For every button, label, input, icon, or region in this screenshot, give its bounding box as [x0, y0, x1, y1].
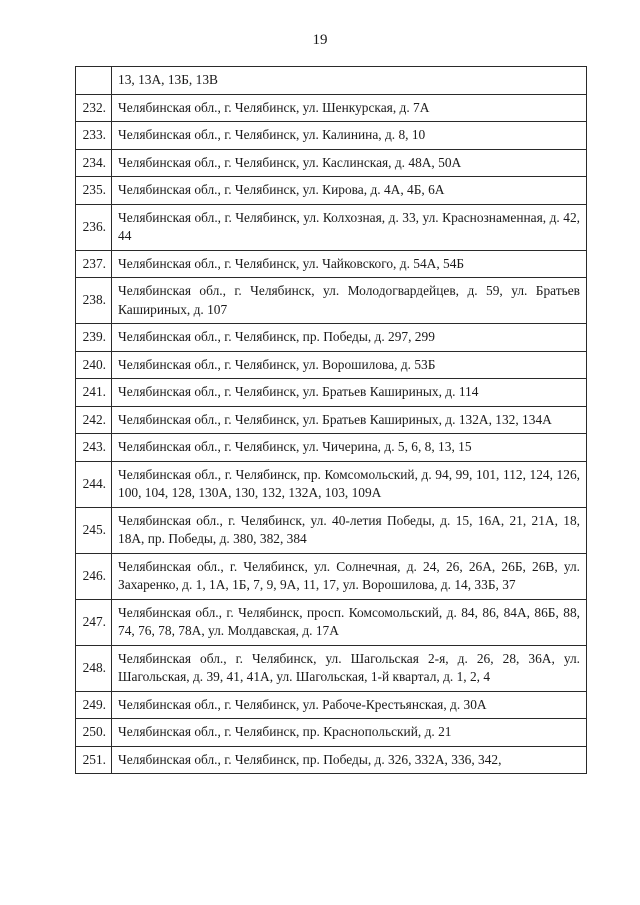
table-row [76, 250, 587, 278]
row-number: 248. [76, 645, 112, 691]
table-row [76, 599, 587, 645]
row-number: 245. [76, 507, 112, 553]
row-number: 249. [76, 691, 112, 719]
row-address: Челябинская обл., г. Челябинск, ул. Ворошилова, д. 53Б [112, 351, 587, 379]
row-address: Челябинская обл., г. Челябинск, ул. Братьев Кашириных, д. 114 [112, 379, 587, 407]
table-row [76, 645, 587, 691]
row-address: Челябинская обл., г. Челябинск, ул. Молодогвардейцев, д. 59, ул. Братьев Кашириных, д. 107 [112, 278, 587, 324]
table-row [76, 553, 587, 599]
row-address: Челябинская обл., г. Челябинск, ул. Кирова, д. 4А, 4Б, 6А [112, 177, 587, 205]
row-address: Челябинская обл., г. Челябинск, пр. Краснопольский, д. 21 [112, 719, 587, 747]
table-row [76, 379, 587, 407]
table-row [76, 324, 587, 352]
row-number: 233. [76, 122, 112, 150]
row-number: 244. [76, 461, 112, 507]
row-number: 247. [76, 599, 112, 645]
page-number: 19 [312, 32, 328, 48]
row-number: 251. [76, 746, 112, 774]
table-row [76, 94, 587, 122]
row-address: Челябинская обл., г. Челябинск, ул. Солнечная, д. 24, 26, 26А, 26Б, 26В, ул. Захаренко, д. 1, 1А, 1Б, 7, 9, 9А, 11, 17, ул. Ворошилова, д. 14, 33Б, 37 [112, 553, 587, 599]
row-address: Челябинская обл., г. Челябинск, ул. Братьев Кашириных, д. 132А, 132, 134А [112, 406, 587, 434]
row-address: Челябинская обл., г. Челябинск, ул. Шагольская 2-я, д. 26, 28, 36А, ул. Шагольская, д. 39, 41, 41А, ул. Шагольская, 1-й квартал, д. 1, 2, 4 [112, 645, 587, 691]
row-number: 234. [76, 149, 112, 177]
row-number: 240. [76, 351, 112, 379]
table-row [76, 204, 587, 250]
row-address: Челябинская обл., г. Челябинск, ул. Калинина, д. 8, 10 [112, 122, 587, 150]
row-number: 242. [76, 406, 112, 434]
table-row [76, 406, 587, 434]
row-address: Челябинская обл., г. Челябинск, ул. Шенкурская, д. 7А [112, 94, 587, 122]
table-row [76, 67, 587, 95]
row-address: Челябинская обл., г. Челябинск, ул. Колхозная, д. 33, ул. Краснознаменная, д. 42, 44 [112, 204, 587, 250]
row-address: Челябинская обл., г. Челябинск, ул. Чайковского, д. 54А, 54Б [112, 250, 587, 278]
table-row [76, 122, 587, 150]
row-address: Челябинская обл., г. Челябинск, ул. Чичерина, д. 5, 6, 8, 13, 15 [112, 434, 587, 462]
table-row [76, 719, 587, 747]
table-row [76, 746, 587, 774]
row-address: 13, 13А, 13Б, 13В [112, 67, 587, 95]
row-number: 246. [76, 553, 112, 599]
address-table-body [76, 67, 587, 774]
table-row [76, 461, 587, 507]
row-number: 236. [76, 204, 112, 250]
row-number: 238. [76, 278, 112, 324]
table-row [76, 177, 587, 205]
row-address: Челябинская обл., г. Челябинск, ул. Каслинская, д. 48А, 50А [112, 149, 587, 177]
row-number [76, 67, 112, 95]
table-row [76, 507, 587, 553]
row-address: Челябинская обл., г. Челябинск, ул. Рабоче-Крестьянская, д. 30А [112, 691, 587, 719]
row-number: 250. [76, 719, 112, 747]
row-address: Челябинская обл., г. Челябинск, просп. Комсомольский, д. 84, 86, 84А, 86Б, 88, 74, 76, 78, 78А, ул. Молдавская, д. 17А [112, 599, 587, 645]
row-number: 235. [76, 177, 112, 205]
row-address: Челябинская обл., г. Челябинск, пр. Победы, д. 297, 299 [112, 324, 587, 352]
table-row [76, 149, 587, 177]
table-row [76, 691, 587, 719]
row-address: Челябинская обл., г. Челябинск, пр. Победы, д. 326, 332А, 336, 342, [112, 746, 587, 774]
row-number: 239. [76, 324, 112, 352]
row-number: 232. [76, 94, 112, 122]
row-number: 237. [76, 250, 112, 278]
table-row [76, 278, 587, 324]
row-address: Челябинская обл., г. Челябинск, ул. 40-летия Победы, д. 15, 16А, 21, 21А, 18, 18А, пр. Победы, д. 380, 382, 384 [112, 507, 587, 553]
table-row [76, 434, 587, 462]
row-number: 241. [76, 379, 112, 407]
row-number: 243. [76, 434, 112, 462]
address-table [75, 66, 587, 774]
table-row [76, 351, 587, 379]
row-address: Челябинская обл., г. Челябинск, пр. Комсомольский, д. 94, 99, 101, 112, 124, 126, 100, 104, 128, 130А, 130, 132, 132А, 103, 109А [112, 461, 587, 507]
